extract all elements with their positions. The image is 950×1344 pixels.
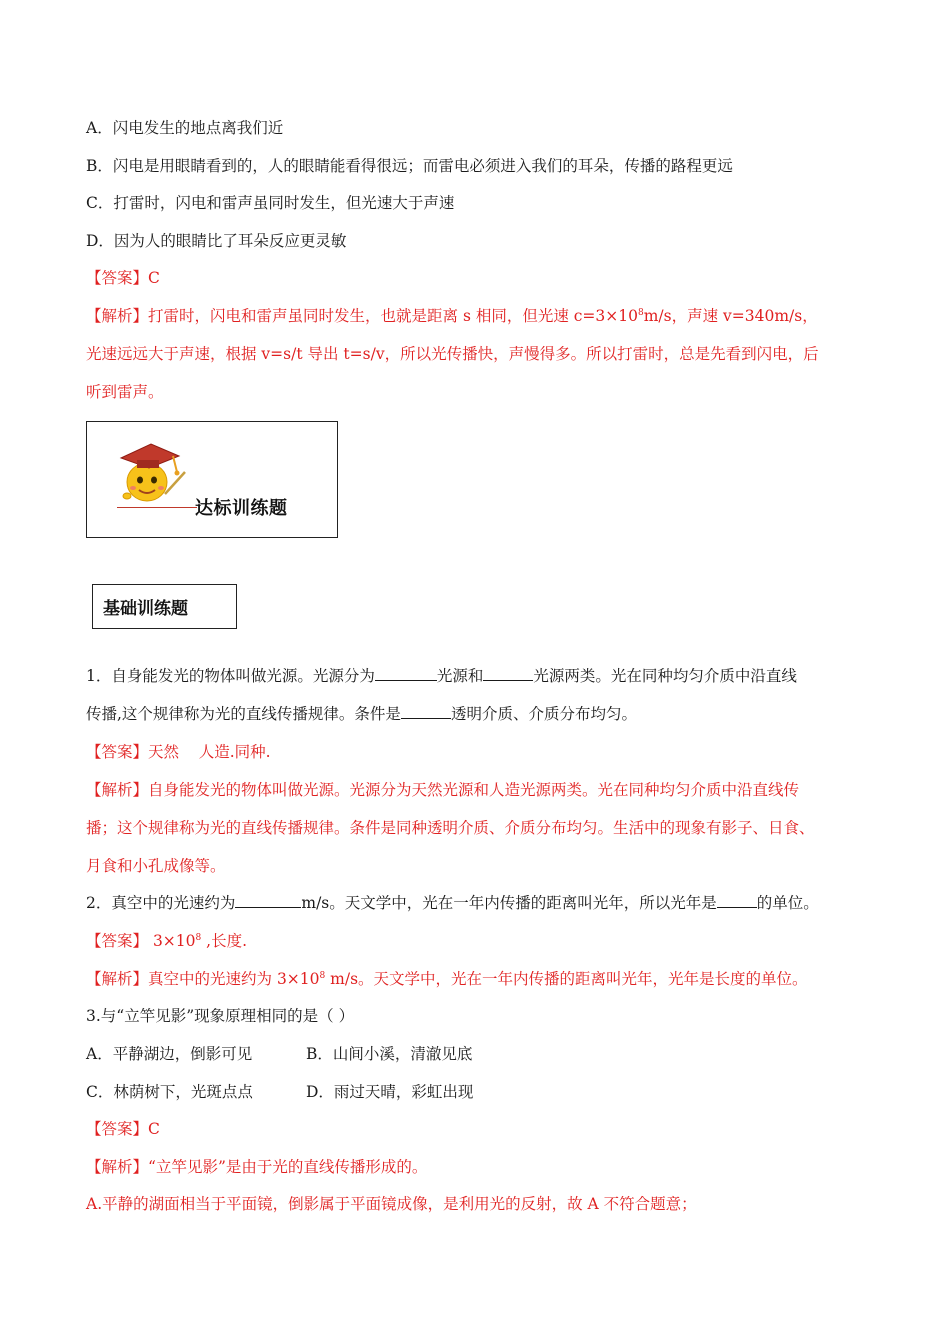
q1-stem-line-2 — [86, 704, 637, 724]
q1-text: 传播,这个规律称为光的直线传播规律。条件是 — [86, 705, 401, 723]
q3-analysis-line-2: A.平静的湖面相当于平面镜，倒影属于平面镜成像，是利用光的反射，故 A 不符合题意； — [86, 1195, 697, 1213]
scholar-mascot-icon — [113, 438, 193, 508]
exponent: 8 — [319, 971, 326, 981]
fill-blank — [717, 893, 757, 908]
q0-analysis-line-3: 听到雷声。 — [86, 383, 164, 401]
answer-label: 【答案】 — [86, 269, 149, 287]
basic-section-title: 基础训练题 — [103, 599, 188, 619]
analysis-text: m/s，声速 v=340m/s， — [643, 307, 818, 325]
q1-analysis-line-2: 播；这个规律称为光的直线传播规律。条件是同种透明介质、介质分布均匀。生活中的现象有影子、日食、 — [86, 819, 815, 837]
q3-option-d: D．雨过天晴，彩虹出现 — [306, 1083, 474, 1101]
banner-divider — [117, 507, 197, 508]
q0-answer — [86, 268, 160, 288]
q3-option-c: C．林荫树下，光斑点点 — [86, 1083, 253, 1101]
q0-analysis-line-1 — [86, 306, 818, 326]
q0-option-c: C．打雷时，闪电和雷声虽同时发生，但光速大于声速 — [86, 194, 455, 212]
analysis-label: 【解析】 — [86, 307, 149, 325]
q1-text: 光源和 — [436, 667, 484, 685]
q1-analysis-line-3: 月食和小孔成像等。 — [86, 857, 226, 875]
analysis-text: 真空中的光速约为 3×10 — [148, 970, 320, 988]
q1-text: 1．自身能发光的物体叫做光源。光源分为 — [86, 667, 375, 685]
q1-stem-line-1 — [86, 666, 797, 686]
q1-analysis-line-1 — [86, 780, 799, 800]
section-banner-box — [86, 421, 338, 538]
q3-answer — [86, 1119, 160, 1139]
answer-value: C — [148, 269, 160, 287]
q2-text: m/s。天文学中，光在一年内传播的距离叫光年，所以光年是 — [301, 894, 717, 912]
answer-value: 3×10 — [148, 932, 196, 950]
analysis-text: m/s。天文学中，光在一年内传播的距离叫光年，光年是长度的单位。 — [325, 970, 808, 988]
fill-blank — [483, 666, 533, 681]
q3-options-row-2 — [86, 1082, 474, 1102]
answer-label: 【答案】 — [86, 743, 149, 761]
exponent: 8 — [638, 308, 644, 318]
fill-blank — [235, 893, 301, 908]
q3-analysis-line-1 — [86, 1157, 427, 1177]
analysis-label: 【解析】 — [86, 781, 149, 799]
q3-options-row-1 — [86, 1044, 473, 1064]
q1-text: 光源两类。光在同种均匀介质中沿直线 — [533, 667, 797, 685]
analysis-text: 打雷时，闪电和雷声虽同时发生，也就是距离 s 相同，但光速 c=3×10 — [148, 307, 638, 325]
q0-option-a: A．闪电发生的地点离我们近 — [86, 119, 284, 137]
q1-text: 透明介质、介质分布均匀。 — [450, 705, 637, 723]
q2-stem — [86, 893, 819, 913]
exponent: 8 — [195, 933, 202, 943]
q3-stem: 3.与“立竿见影”现象原理相同的是（ ） — [86, 1007, 355, 1025]
fill-blank — [401, 704, 451, 719]
basic-section-box — [92, 584, 237, 629]
q2-analysis — [86, 969, 808, 989]
answer-value: C — [148, 1120, 160, 1138]
analysis-text: “立竿见影”是由于光的直线传播形成的。 — [148, 1158, 428, 1176]
analysis-label: 【解析】 — [86, 1158, 149, 1176]
answer-label: 【答案】 — [86, 932, 149, 950]
answer-value: 天然 人造.同种. — [148, 743, 271, 761]
answer-value: ,长度. — [201, 932, 248, 950]
q0-analysis-line-2: 光速远远大于声速，根据 v=s/t 导出 t=s/v，所以光传播快，声慢得多。所以打雷时，总是先看到闪电，后 — [86, 345, 819, 363]
q1-answer — [86, 742, 271, 762]
section-banner-title: 达标训练题 — [195, 498, 288, 519]
q0-option-b: B．闪电是用眼睛看到的，人的眼睛能看得很远；而雷电必须进入我们的耳朵，传播的路程更远 — [86, 157, 733, 175]
q2-text: 2．真空中的光速约为 — [86, 894, 236, 912]
q0-option-d: D．因为人的眼睛比了耳朵反应更灵敏 — [86, 232, 347, 250]
q3-option-b: B．山间小溪，清澈见底 — [306, 1045, 473, 1063]
q2-text: 的单位。 — [756, 894, 819, 912]
answer-label: 【答案】 — [86, 1120, 149, 1138]
q3-option-a: A．平静湖边，倒影可见 — [86, 1045, 253, 1063]
q2-answer — [86, 931, 247, 951]
fill-blank — [375, 666, 437, 681]
analysis-label: 【解析】 — [86, 970, 149, 988]
analysis-text: 自身能发光的物体叫做光源。光源分为天然光源和人造光源两类。光在同种均匀介质中沿直线传 — [148, 781, 800, 799]
